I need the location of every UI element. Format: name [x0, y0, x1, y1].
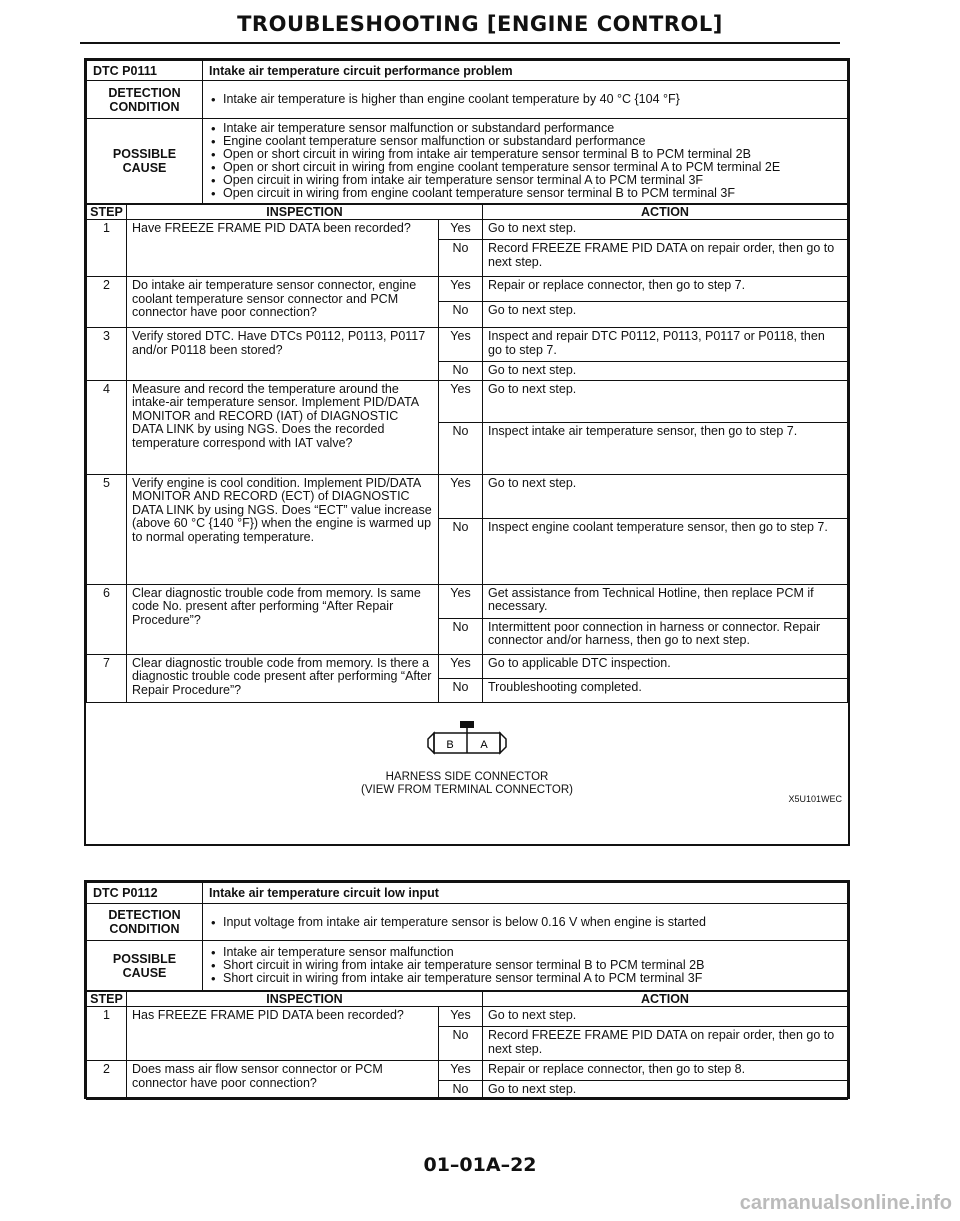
- detection-condition: • Input voltage from intake air temperature sensor is below 0.16 V when engine is started: [203, 904, 848, 941]
- no-action: Inspect engine coolant temperature sensor, then go to step 7.: [483, 518, 848, 584]
- dtc-p0111-steps-table: [86, 204, 848, 703]
- cause-item: • Intake air temperature sensor malfunction: [223, 946, 841, 959]
- yes-label: Yes: [439, 328, 483, 362]
- yes-action: Go to next step.: [483, 220, 848, 240]
- yes-label: Yes: [439, 380, 483, 422]
- step-inspection: Have FREEZE FRAME PID DATA been recorded?: [127, 220, 439, 277]
- figure-caption-sub: (VIEW FROM TERMINAL CONNECTOR): [361, 783, 573, 796]
- step-header: STEP: [87, 205, 127, 220]
- dtc-p0112-info-table: [86, 882, 848, 991]
- harness-connector-diagram: [422, 719, 512, 763]
- detection-label: DETECTION CONDITION: [87, 904, 203, 941]
- step-inspection: Clear diagnostic trouble code from memory. Is there a diagnostic trouble code present after performing “After Repair Procedure”?: [127, 654, 439, 702]
- no-action: Go to next step.: [483, 302, 848, 328]
- cause-item: • Short circuit in wiring from intake air temperature sensor terminal B to PCM terminal 2B: [223, 959, 841, 972]
- no-label: No: [439, 302, 483, 328]
- possible-causes: [203, 941, 848, 991]
- yes-action: Go to next step.: [483, 1007, 848, 1027]
- no-label: No: [439, 362, 483, 381]
- yes-action: Inspect and repair DTC P0112, P0113, P0117 or P0118, then go to step 7.: [483, 328, 848, 362]
- yes-label: Yes: [439, 220, 483, 240]
- no-action: Go to next step.: [483, 1081, 848, 1100]
- step-number: 2: [87, 277, 127, 328]
- no-action: Troubleshooting completed.: [483, 678, 848, 702]
- yes-label: Yes: [439, 584, 483, 618]
- no-label: No: [439, 678, 483, 702]
- yes-label: Yes: [439, 277, 483, 302]
- step-inspection: Verify stored DTC. Have DTCs P0112, P0113, P0117 and/or P0118 been stored?: [127, 328, 439, 381]
- dtc-p0112-steps-table: [86, 991, 848, 1100]
- dtc-title: Intake air temperature circuit low input: [203, 883, 848, 904]
- step-inspection: Measure and record the temperature around the intake-air temperature sensor. Implement PID/DATA MONITOR and RECORD (IAT) of DIAGNOSTIC DATA LINK by using NGS. Does the recorded temperature correspond with IAT valve?: [127, 380, 439, 474]
- no-label: No: [439, 422, 483, 474]
- step-number: 3: [87, 328, 127, 381]
- step-inspection: Clear diagnostic trouble code from memory. Is same code No. present after performing “After Repair Procedure”?: [127, 584, 439, 654]
- no-label: No: [439, 518, 483, 584]
- figure-caption: HARNESS SIDE CONNECTOR: [385, 770, 549, 783]
- dtc-p0111-info-table: [86, 60, 848, 204]
- possible-causes: [203, 119, 848, 204]
- yes-label: Yes: [439, 474, 483, 518]
- step-number: 1: [87, 1007, 127, 1061]
- possible-cause-label: POSSIBLE CAUSE: [87, 119, 203, 204]
- page-title: TROUBLESHOOTING [ENGINE CONTROL]: [237, 12, 723, 36]
- cause-item: • Engine coolant temperature sensor malfunction or substandard performance: [223, 135, 841, 148]
- yes-action: Go to next step.: [483, 380, 848, 422]
- no-action: Record FREEZE FRAME PID DATA on repair order, then go to next step.: [483, 240, 848, 277]
- possible-cause-label: POSSIBLE CAUSE: [87, 941, 203, 991]
- detection-condition: • Intake air temperature is higher than engine coolant temperature by 40 °C {104 °F}: [203, 81, 848, 119]
- no-label: No: [439, 618, 483, 654]
- no-action: Record FREEZE FRAME PID DATA on repair order, then go to next step.: [483, 1027, 848, 1061]
- yes-action: Repair or replace connector, then go to step 8.: [483, 1061, 848, 1081]
- step-number: 6: [87, 584, 127, 654]
- no-label: No: [439, 1081, 483, 1100]
- yes-label: Yes: [439, 1007, 483, 1027]
- step-inspection: Has FREEZE FRAME PID DATA been recorded?: [127, 1007, 439, 1061]
- dtc-p0111-section: [84, 58, 850, 846]
- cause-item: • Short circuit in wiring from intake air temperature sensor terminal A to PCM terminal 3F: [223, 972, 841, 985]
- cause-item: • Intake air temperature sensor malfunction or substandard performance: [223, 122, 841, 135]
- watermark: carmanualsonline.info: [739, 1192, 952, 1214]
- yes-action: Get assistance from Technical Hotline, then replace PCM if necessary.: [483, 584, 848, 618]
- yes-label: Yes: [439, 654, 483, 678]
- no-action: Inspect intake air temperature sensor, then go to step 7.: [483, 422, 848, 474]
- dtc-code: DTC P0112: [87, 883, 203, 904]
- step-number: 4: [87, 380, 127, 474]
- pin-b-label: B: [446, 738, 454, 751]
- yes-action: Go to applicable DTC inspection.: [483, 654, 848, 678]
- cause-item: • Open or short circuit in wiring from intake air temperature sensor terminal B to PCM terminal 2B: [223, 148, 841, 161]
- no-action: Go to next step.: [483, 362, 848, 381]
- dtc-title: Intake air temperature circuit performance problem: [203, 61, 848, 81]
- detection-label: DETECTION CONDITION: [87, 81, 203, 119]
- yes-label: Yes: [439, 1061, 483, 1081]
- step-number: 1: [87, 220, 127, 277]
- step-inspection: Verify engine is cool condition. Implement PID/DATA MONITOR AND RECORD (ECT) of DIAGNOSTIC DATA LINK by using NGS. Does “ECT” value increase (above 60 °C {140 °F}) when the engine is warmed up to normal operating temperature.: [127, 474, 439, 584]
- cause-item: • Open circuit in wiring from engine coolant temperature sensor terminal B to PCM terminal 3F: [223, 187, 841, 200]
- harness-connector-figure: [86, 703, 848, 807]
- yes-action: Go to next step.: [483, 474, 848, 518]
- step-number: 2: [87, 1061, 127, 1100]
- step-number: 5: [87, 474, 127, 584]
- pin-a-label: A: [480, 738, 488, 751]
- figure-code: X5U101WEC: [788, 793, 842, 804]
- action-header: ACTION: [483, 205, 848, 220]
- cause-item: • Open circuit in wiring from intake air temperature sensor terminal A to PCM terminal 3F: [223, 174, 841, 187]
- yes-action: Repair or replace connector, then go to step 7.: [483, 277, 848, 302]
- action-header: ACTION: [483, 992, 848, 1007]
- inspection-header: INSPECTION: [127, 205, 483, 220]
- inspection-header: INSPECTION: [127, 992, 483, 1007]
- step-inspection: Does mass air flow sensor connector or PCM connector have poor connection?: [127, 1061, 439, 1100]
- title-rule: [80, 42, 840, 44]
- cause-item: • Open or short circuit in wiring from engine coolant temperature sensor terminal A to PCM terminal 2E: [223, 161, 841, 174]
- step-header: STEP: [87, 992, 127, 1007]
- step-inspection: Do intake air temperature sensor connector, engine coolant temperature sensor connector and PCM connector have poor connection?: [127, 277, 439, 328]
- page-number: 01–01A–22: [423, 1154, 537, 1176]
- no-action: Intermittent poor connection in harness or connector. Repair connector and/or harness, then go to next step.: [483, 618, 848, 654]
- step-number: 7: [87, 654, 127, 702]
- no-label: No: [439, 240, 483, 277]
- no-label: No: [439, 1027, 483, 1061]
- dtc-p0112-section: [84, 880, 850, 1099]
- dtc-code: DTC P0111: [87, 61, 203, 81]
